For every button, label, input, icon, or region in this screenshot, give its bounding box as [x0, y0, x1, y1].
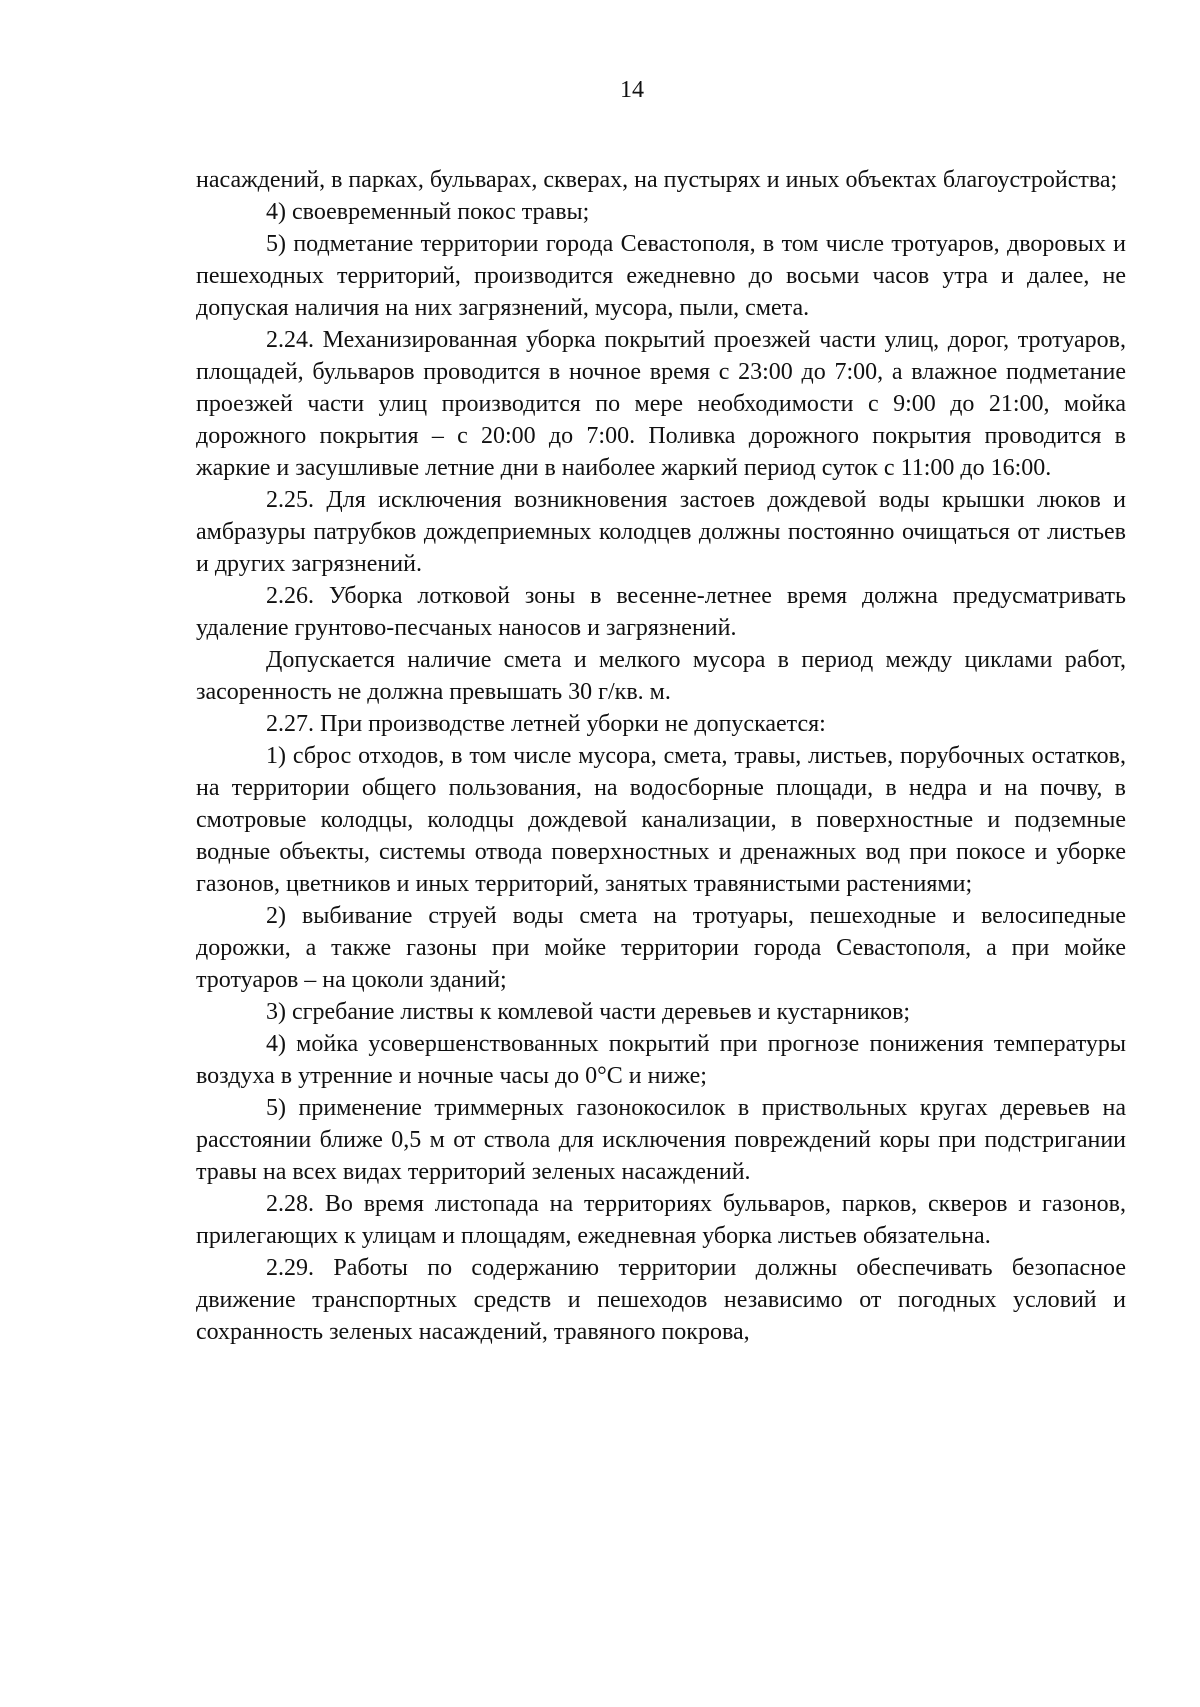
clause-2-26: 2.26. Уборка лотковой зоны в весенне-летнее время должна предусматривать удаление грунтово-песчаных наносов и загрязнений.	[196, 583, 1126, 641]
list-item-5: 5) подметание территории города Севастополя, в том числе тротуаров, дворовых и пешеходных территорий, производится ежедневно до восьми часов утра и далее, не допуская наличия на них загрязнений, мусора, пыли, смета.	[196, 231, 1126, 321]
body-text	[196, 164, 1126, 1348]
paragraph-continuation: насаждений, в парках, бульварах, скверах, на пустырях и иных объектах благоустройства;	[196, 167, 1118, 193]
page-number: 14	[620, 77, 644, 103]
clause-2-27-item-3: 3) сгребание листвы к комлевой части деревьев и кустарников;	[266, 999, 911, 1025]
clause-2-27-item-5: 5) применение триммерных газонокосилок в приствольных кругах деревьев на расстоянии ближе 0,5 м от ствола для исключения повреждений коры при подстригании травы на всех видах территорий зеленых насаждений.	[196, 1095, 1126, 1185]
list-item-4: 4) своевременный покос травы;	[266, 199, 590, 225]
clause-2-24: 2.24. Механизированная уборка покрытий проезжей части улиц, дорог, тротуаров, площадей, бульваров проводится в ночное время с 23:00 до 7:00, а влажное подметание проезжей части улиц производится по мере необходимости с 9:00 до 21:00, мойка дорожного покрытия – с 20:00 до 7:00. Поливка дорожного покрытия проводится в жаркие и засушливые летние дни в наиболее жаркий период суток с 11:00 до 16:00.	[196, 327, 1126, 481]
clause-2-27-item-4: 4) мойка усовершенствованных покрытий при прогнозе понижения температуры воздуха в утренние и ночные часы до 0°С и ниже;	[196, 1031, 1126, 1089]
clause-2-25: 2.25. Для исключения возникновения застоев дождевой воды крышки люков и амбразуры патрубков дождеприемных колодцев должны постоянно очищаться от листьев и других загрязнений.	[196, 487, 1126, 577]
clause-2-27: 2.27. При производстве летней уборки не допускается:	[266, 711, 826, 737]
clause-2-26-note: Допускается наличие смета и мелкого мусора в период между циклами работ, засоренность не должна превышать 30 г/кв. м.	[196, 647, 1126, 705]
clause-2-29: 2.29. Работы по содержанию территории должны обеспечивать безопасное движение транспортных средств и пешеходов независимо от погодных условий и сохранность зеленых насаждений, травяного покрова,	[196, 1255, 1126, 1345]
clause-2-27-item-2: 2) выбивание струей воды смета на тротуары, пешеходные и велосипедные дорожки, а также газоны при мойке территории города Севастополя, а при мойке тротуаров – на цоколи зданий;	[196, 903, 1126, 993]
clause-2-27-item-1: 1) сброс отходов, в том числе мусора, смета, травы, листьев, порубочных остатков, на территории общего пользования, на водосборные площади, в недра и на почву, в смотровые колодцы, колодцы дождевой канализации, в поверхностные и подземные водные объекты, системы отвода поверхностных и дренажных вод при покосе и уборке газонов, цветников и иных территорий, занятых травянистыми растениями;	[196, 743, 1126, 897]
clause-2-28: 2.28. Во время листопада на территориях бульваров, парков, скверов и газонов, прилегающих к улицам и площадям, ежедневная уборка листьев обязательна.	[196, 1191, 1126, 1249]
